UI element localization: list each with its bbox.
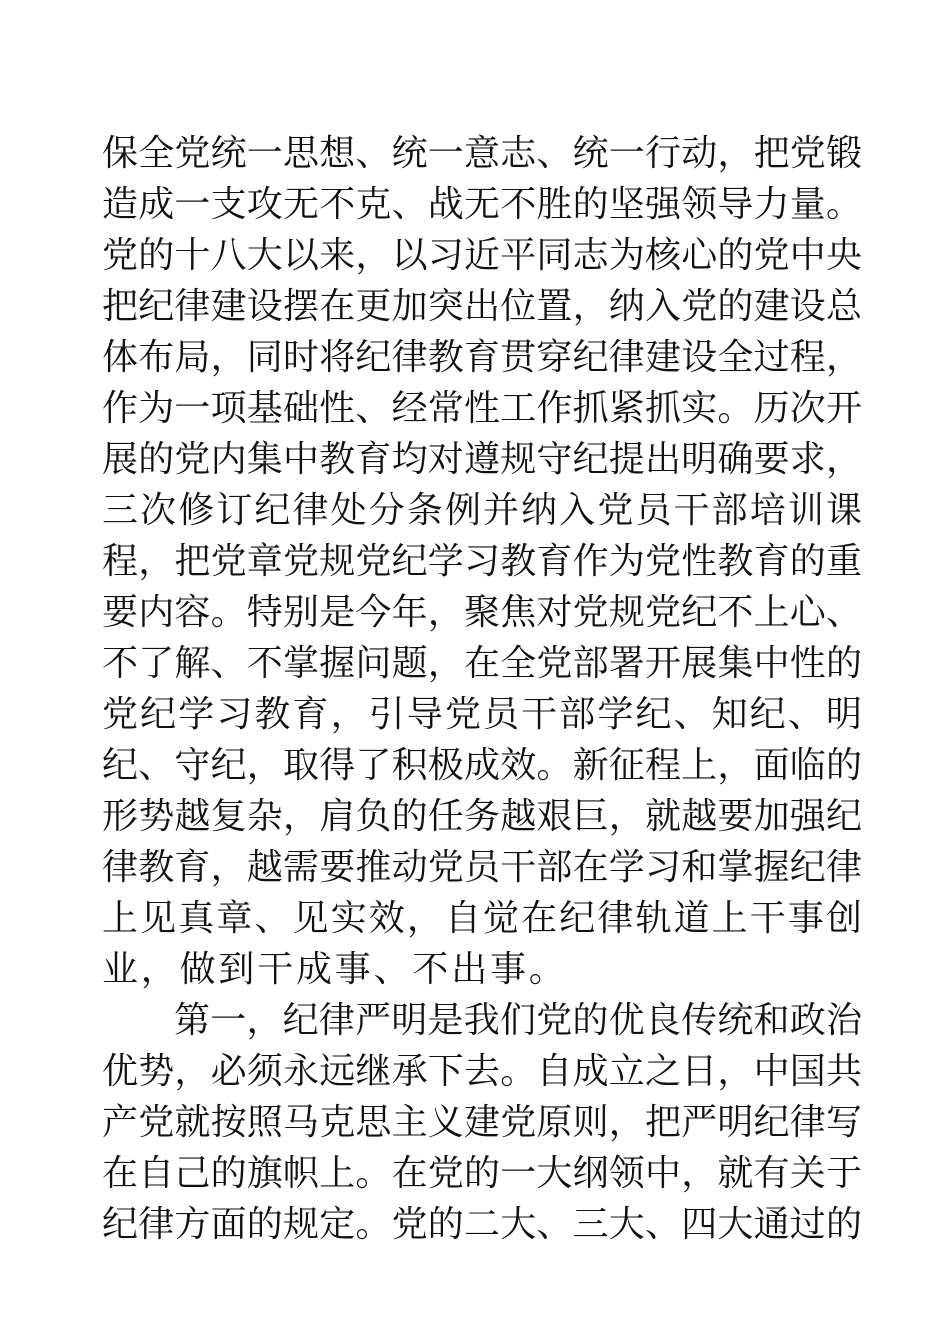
paragraph-first-line: 第一，纪律严明是我们党的优良传统和政治 [174,1000,862,1041]
text-line: 在自己的旗帜上。在党的一大纲领中，就有关于 [102,1153,862,1194]
text-line: 业，做到干成事、不出事。 [102,949,568,990]
text-line: 要内容。特别是今年，聚焦对党规党纪不上心、 [102,592,862,633]
text-line: 展的党内集中教育均对遵规守纪提出明确要求， [102,439,862,480]
text-line: 律教育，越需要推动党员干部在学习和掌握纪律 [102,847,862,888]
text-line: 不了解、不掌握问题，在全党部署开展集中性的 [102,643,862,684]
text-line: 把纪律建设摆在更加突出位置，纳入党的建设总 [102,286,862,327]
text-line: 三次修订纪律处分条例并纳入党员干部培训课 [102,490,862,531]
text-line: 作为一项基础性、经常性工作抓紧抓实。历次开 [102,388,862,429]
text-line: 程，把党章党规党纪学习教育作为党性教育的重 [102,541,862,582]
text-line: 造成一支攻无不克、战无不胜的坚强领导力量。 [102,184,862,225]
text-line: 党纪学习教育，引导党员干部学纪、知纪、明 [102,694,862,735]
text-line: 形势越复杂，肩负的任务越艰巨，就越要加强纪 [102,796,862,837]
text-line: 上见真章、见实效，自觉在纪律轨道上干事创 [102,898,862,939]
text-line: 纪律方面的规定。党的二大、三大、四大通过的 [102,1204,862,1245]
text-line: 纪、守纪，取得了积极成效。新征程上，面临的 [102,745,862,786]
text-line: 保全党统一思想、统一意志、统一行动，把党锻 [102,133,862,174]
text-line: 党的十八大以来，以习近平同志为核心的党中央 [102,235,862,276]
text-line: 优势，必须永远继承下去。自成立之日，中国共 [102,1051,862,1092]
text-line: 产党就按照马克思主义建党原则，把严明纪律写 [102,1102,862,1143]
text-line: 体布局，同时将纪律教育贯穿纪律建设全过程， [102,337,862,378]
body-text [102,128,862,1250]
